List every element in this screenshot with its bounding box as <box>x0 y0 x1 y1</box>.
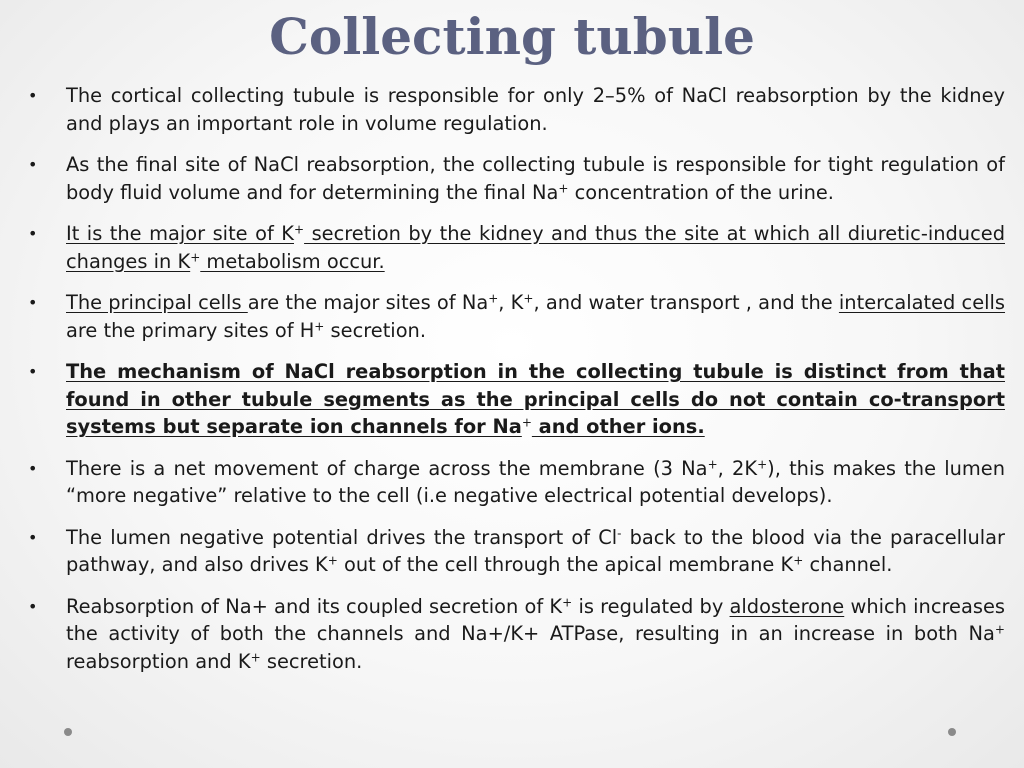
bullet-text: Reabsorption of Na+ and its coupled secretion of K <box>66 594 563 618</box>
bullet-text: are the primary sites of H <box>66 318 315 342</box>
bullet-text: The principal cells <box>66 291 248 314</box>
superscript: + <box>707 456 718 471</box>
bullet-text: metabolism occur. <box>200 249 385 273</box>
bullet-text: , and water transport , and the <box>533 291 839 314</box>
superscript: - <box>617 525 622 540</box>
bullet-k-secretion <box>28 220 1005 275</box>
bullet-text: reabsorption and K <box>66 649 251 673</box>
bullet-text: ), this makes the lumen “more negative” relative to the cell (i.e negative electrical potential develops). <box>66 456 1005 507</box>
bullet-cell-types <box>28 289 1005 344</box>
superscript: + <box>757 456 768 471</box>
bullet-text: , K <box>498 291 524 314</box>
bullet-text: The lumen negative potential drives the transport of Cl <box>66 525 618 549</box>
superscript: + <box>521 415 532 430</box>
superscript: + <box>994 622 1005 637</box>
superscript: + <box>327 553 338 568</box>
bullet-text: secretion. <box>324 318 427 342</box>
bullet-text: channel. <box>803 553 893 576</box>
bullet-lumen-potential <box>28 524 1005 579</box>
bullet-text: are the major sites of Na <box>247 291 489 314</box>
bullet-text: The cortical collecting tubule is responsible for only 2–5% of NaCl reabsorption by the kidney and plays an important role in volume regulation. <box>66 84 1005 135</box>
bullet-text: The mechanism of NaCl reabsorption in the collecting tubule is distinct from that found in other tubule segments as the principal cells do not contain co-transport systems but separate ion channels for Na <box>66 360 1005 438</box>
bullet-text: out of the cell through the apical membrane K <box>337 553 794 576</box>
superscript: + <box>562 594 573 609</box>
bullet-mechanism <box>28 358 1005 441</box>
bullet-text: , 2K <box>717 456 758 480</box>
superscript: + <box>558 180 569 195</box>
superscript: + <box>250 649 261 664</box>
superscript: + <box>294 222 305 237</box>
bullet-text: There is a net movement of charge across the membrane (3 Na <box>66 456 708 480</box>
bullet-text: concentration of the urine. <box>568 180 834 204</box>
superscript: + <box>314 318 325 333</box>
bullet-text: It is the major site of K <box>66 222 294 245</box>
slide-title: Collecting tubule <box>269 7 755 66</box>
bullet-text: is regulated by <box>572 594 730 618</box>
bullet-text: aldosterone <box>729 594 845 618</box>
superscript: + <box>488 291 499 306</box>
bullet-final-site <box>28 151 1005 206</box>
bullet-net-charge <box>28 455 1005 510</box>
bullet-text: intercalated cells <box>838 291 1006 314</box>
bullet-cortical-share <box>28 82 1005 137</box>
superscript: + <box>793 553 804 568</box>
bullet-text: As the final site of NaCl reabsorption, the collecting tubule is responsible for tight regulation of body fluid volume and for determining the final Na <box>66 153 1005 204</box>
bullet-text: and other ions. <box>531 415 705 438</box>
bullet-aldosterone <box>28 593 1005 676</box>
bullet-text: secretion by the kidney and thus the site at which all diuretic-induced changes in K <box>66 222 1005 273</box>
bullet-text: secretion. <box>260 649 363 673</box>
corner-dot-left <box>64 728 72 736</box>
bullet-text: back to the blood via the paracellular pathway, and also drives K <box>66 525 1005 576</box>
corner-dot-right <box>948 728 956 736</box>
bullet-list <box>28 82 1005 689</box>
superscript: + <box>190 249 201 264</box>
bullet-text: which increases the activity of both the channels and Na+/K+ ATPase, resulting in an increase in both Na <box>66 594 1005 645</box>
superscript: + <box>523 291 534 306</box>
